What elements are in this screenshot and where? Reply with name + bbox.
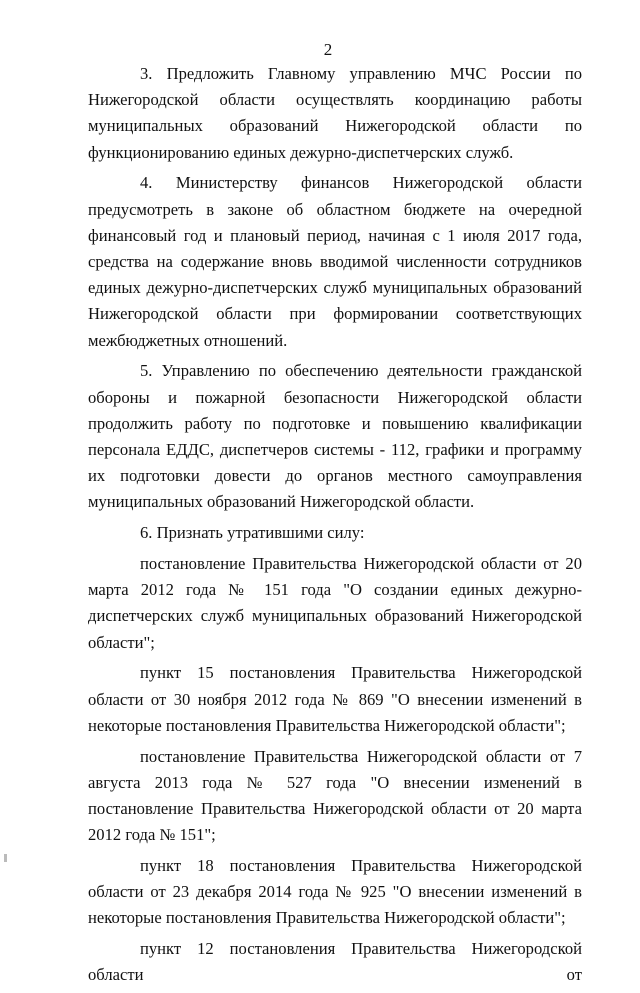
paragraph-4-finance-ministry: 4. Министерству финансов Нижегородской области предусмотреть в законе об областном бюджете на очередной финансовый год и плановый период, начиная с 1 июля 2017 года, средства на содержание вновь вводимой численности сотрудников единых дежурно-диспетчерских служб муниципальных образований Нижегородской области при формировании соответствующих межбюджетных отношений. xyxy=(88,173,582,350)
repeal-item-resolution-527: постановление Правительства Нижегородской области от 7 августа 2013 года № 527 года "О внесении изменений в постановление Правительства Нижегородской области от 20 марта 2012 года № 151"; xyxy=(88,746,582,845)
paragraph-6-repeal-heading: 6. Признать утратившими силу: xyxy=(140,523,365,543)
paragraph-5-civil-defense: 5. Управлению по обеспечению деятельности гражданской обороны и пожарной безопасности Нижегородской области продолжить работу по подготовке и повышению квалификации персонала ЕДДС, диспетчеров системы - 112, графики и программу их подготовки довести до органов местного самоуправления муниципальных образований Нижегородской области. xyxy=(88,361,582,512)
document-body xyxy=(88,61,582,993)
repeal-item-resolution-151: постановление Правительства Нижегородской области от 20 марта 2012 года № 151 года "О создании единых дежурно-диспетчерских служб муниципальных образований Нижегородской области"; xyxy=(88,554,582,652)
paragraph-3-coordination: 3. Предложить Главному управлению МЧС России по Нижегородской области осуществлять координацию работы муниципальных образований Нижегородской области по функционированию единых дежурно-диспетчерских служб. xyxy=(88,64,582,162)
repeal-item-continued: пункт 12 постановления Правительства Нижегородской области от xyxy=(88,939,582,985)
scan-edge-mark xyxy=(4,854,7,862)
repeal-item-resolution-869: пункт 15 постановления Правительства Нижегородской области от 30 ноября 2012 года № 869 "О внесении изменений в некоторые постановления Правительства Нижегородской области"; xyxy=(88,663,582,735)
repeal-item-resolution-925: пункт 18 постановления Правительства Нижегородской области от 23 декабря 2014 года № 925 "О внесении изменений в некоторые постановления Правительства Нижегородской области"; xyxy=(88,856,582,928)
page-number: 2 xyxy=(323,40,333,59)
